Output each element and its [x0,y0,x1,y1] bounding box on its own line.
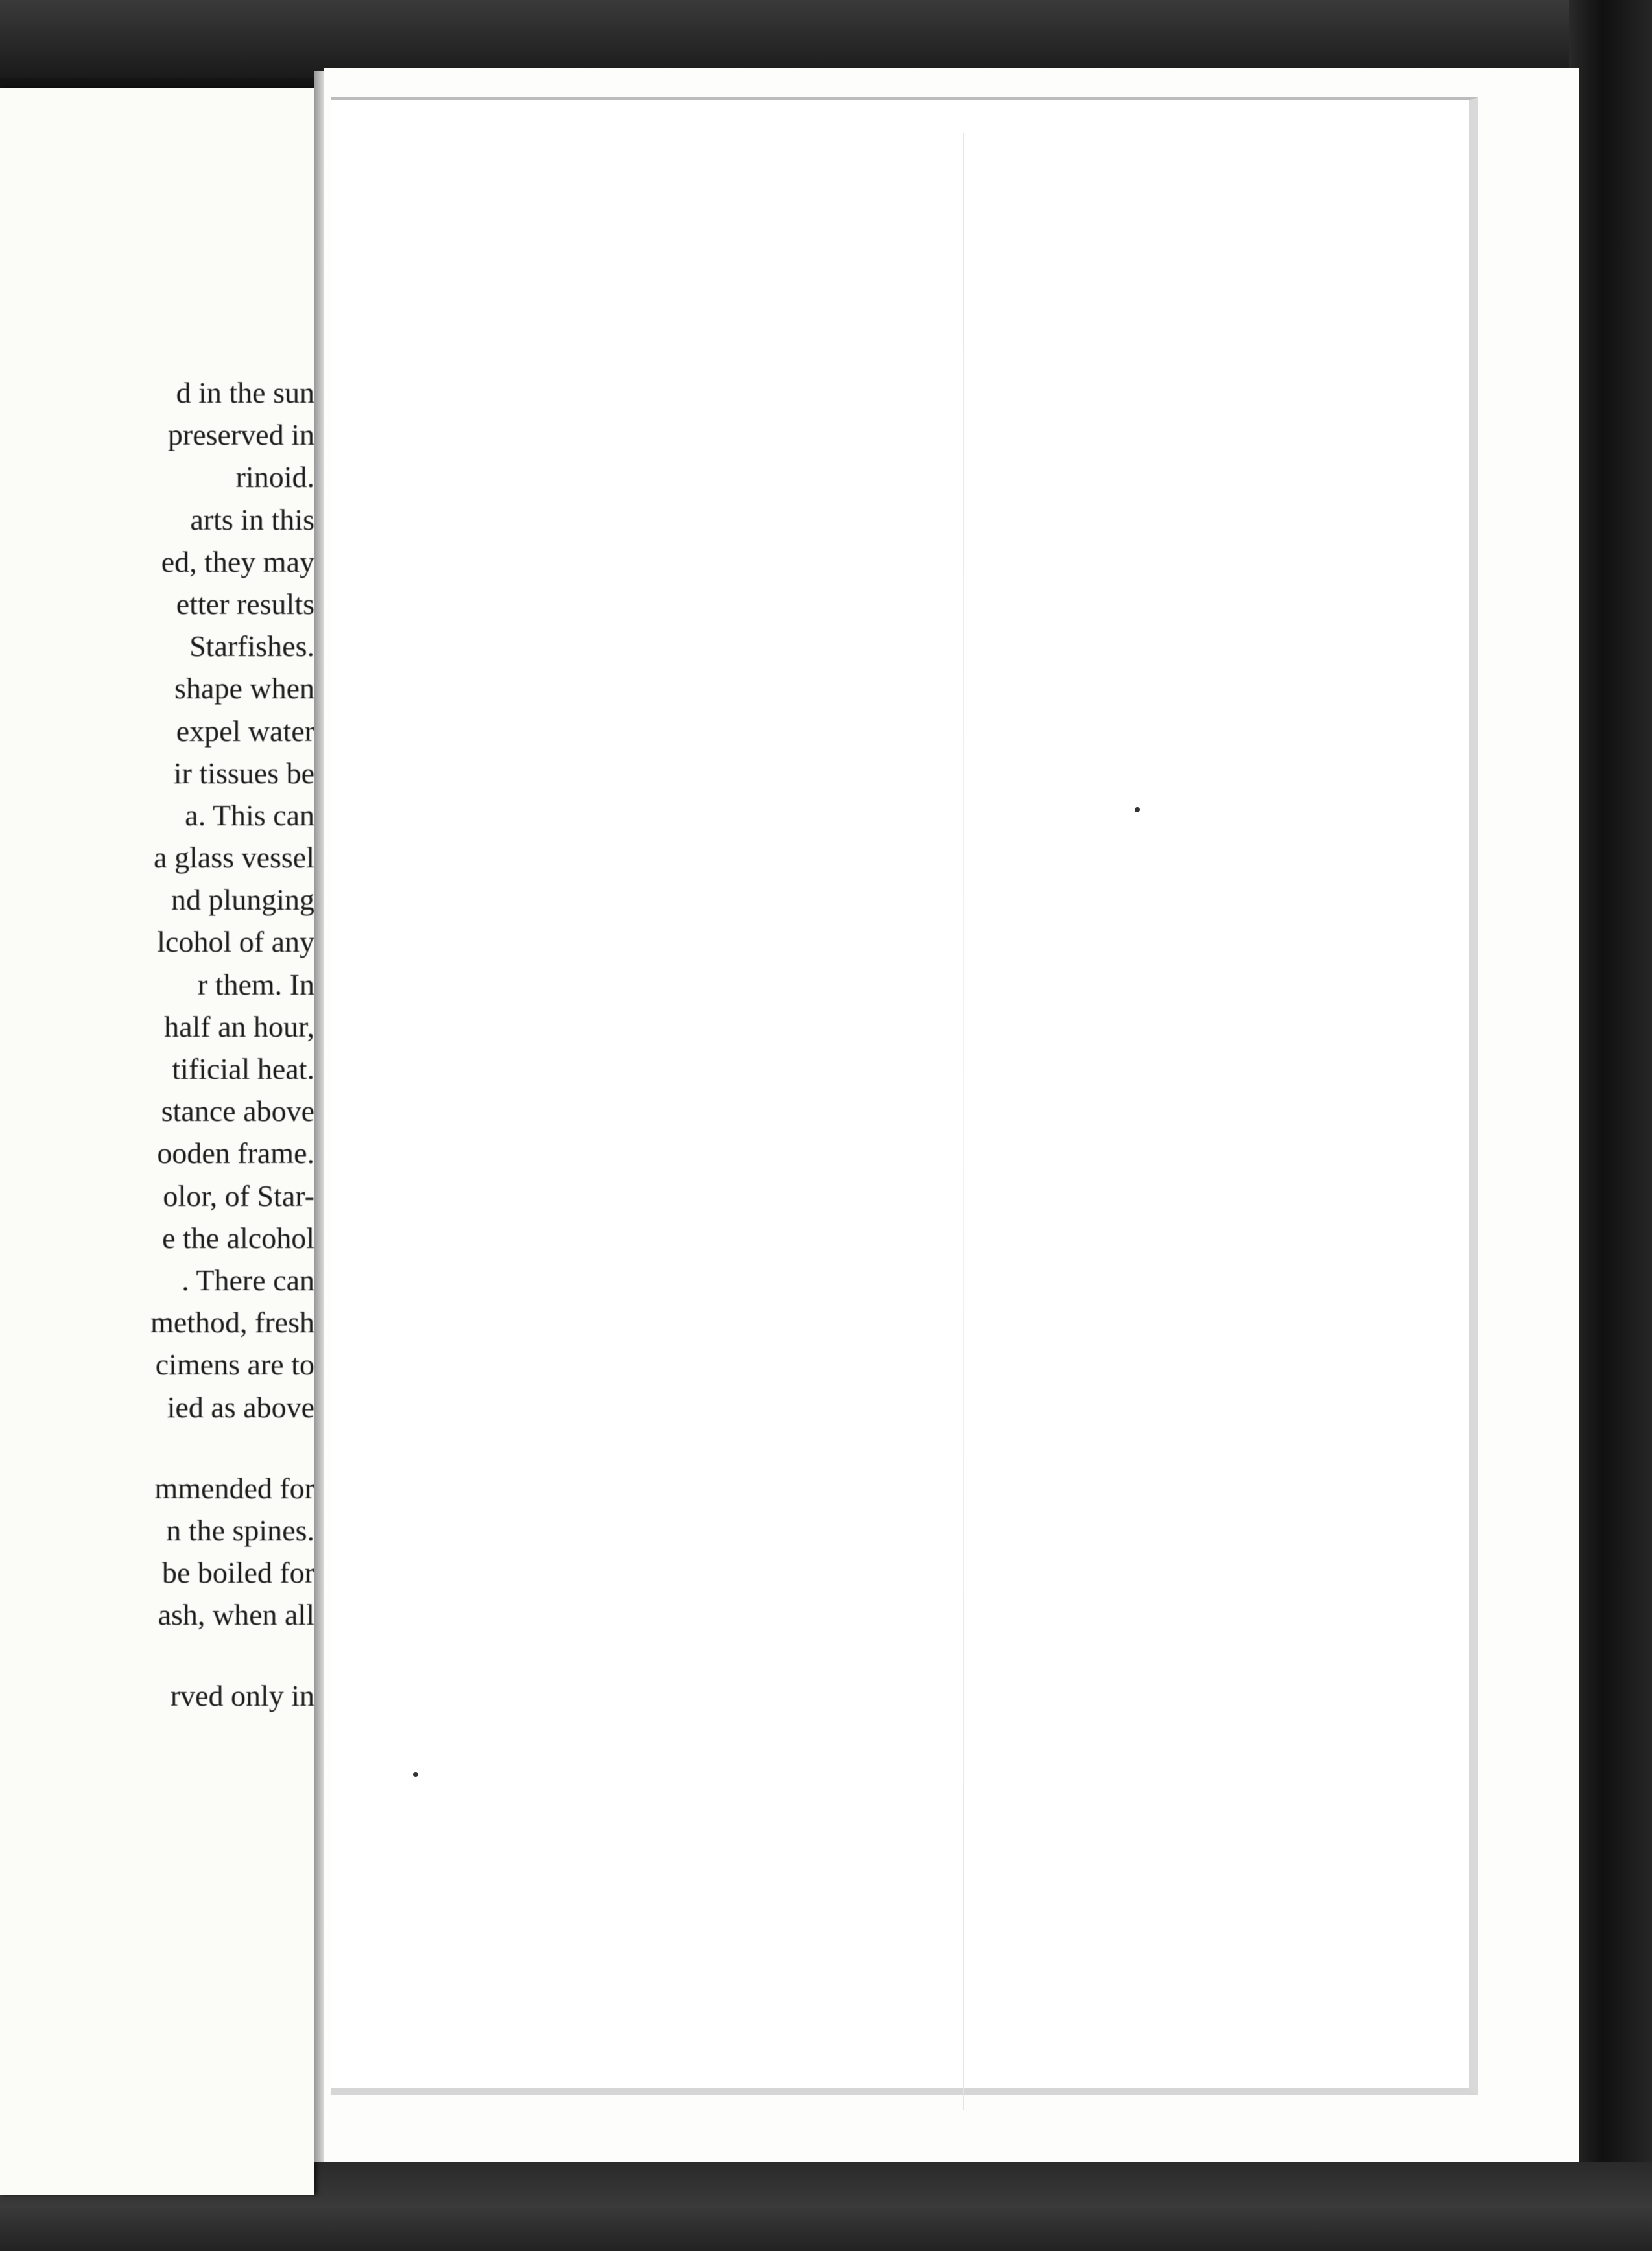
blank-sheet [331,97,1478,2095]
text-line [10,1636,314,1675]
sheet-fold-line [963,133,964,2110]
text-line: a. This can [185,798,314,832]
text-line: ied as above [167,1390,314,1424]
text-line: a glass vessel [154,841,314,875]
text-line: d in the sun [176,376,314,409]
text-line: stance above [161,1094,314,1128]
text-line: ir tissues be [173,756,314,790]
text-line: method, fresh [150,1306,314,1339]
text-line: etter results [176,587,314,620]
text-line: rved only in [170,1679,314,1713]
left-page [0,88,314,2195]
text-line: tificial heat. [172,1052,314,1085]
text-line: ed, they may [161,545,314,578]
scanner-right-border [1569,0,1652,2251]
text-line: ash, when all [158,1598,314,1632]
text-line: be boiled for [161,1556,314,1590]
text-line: olor, of Star- [163,1179,314,1212]
text-line: arts in this [190,502,314,536]
text-line: preserved in [167,418,314,452]
text-line [10,1428,314,1467]
text-line: half an hour, [164,1009,314,1043]
text-line: lcohol of any [157,925,314,959]
text-line: expel water [176,714,314,748]
text-line: . There can [182,1263,314,1297]
scanner-top-border [0,0,1652,78]
dust-speck [1135,807,1140,812]
text-line: r them. In [197,967,314,1001]
dust-speck [413,1772,418,1777]
text-line: cimens are to [155,1348,314,1382]
text-line: nd plunging [171,883,314,917]
right-page [324,68,1579,2162]
text-line: ooden frame. [157,1137,314,1170]
text-line: Starfishes. [189,630,314,663]
text-line: e the alcohol [161,1221,314,1255]
left-page-text [10,371,314,1717]
text-line: mmended for [154,1471,314,1505]
text-line: n the spines. [166,1513,314,1547]
text-line: rinoid. [235,460,314,494]
text-line: shape when [174,672,314,705]
